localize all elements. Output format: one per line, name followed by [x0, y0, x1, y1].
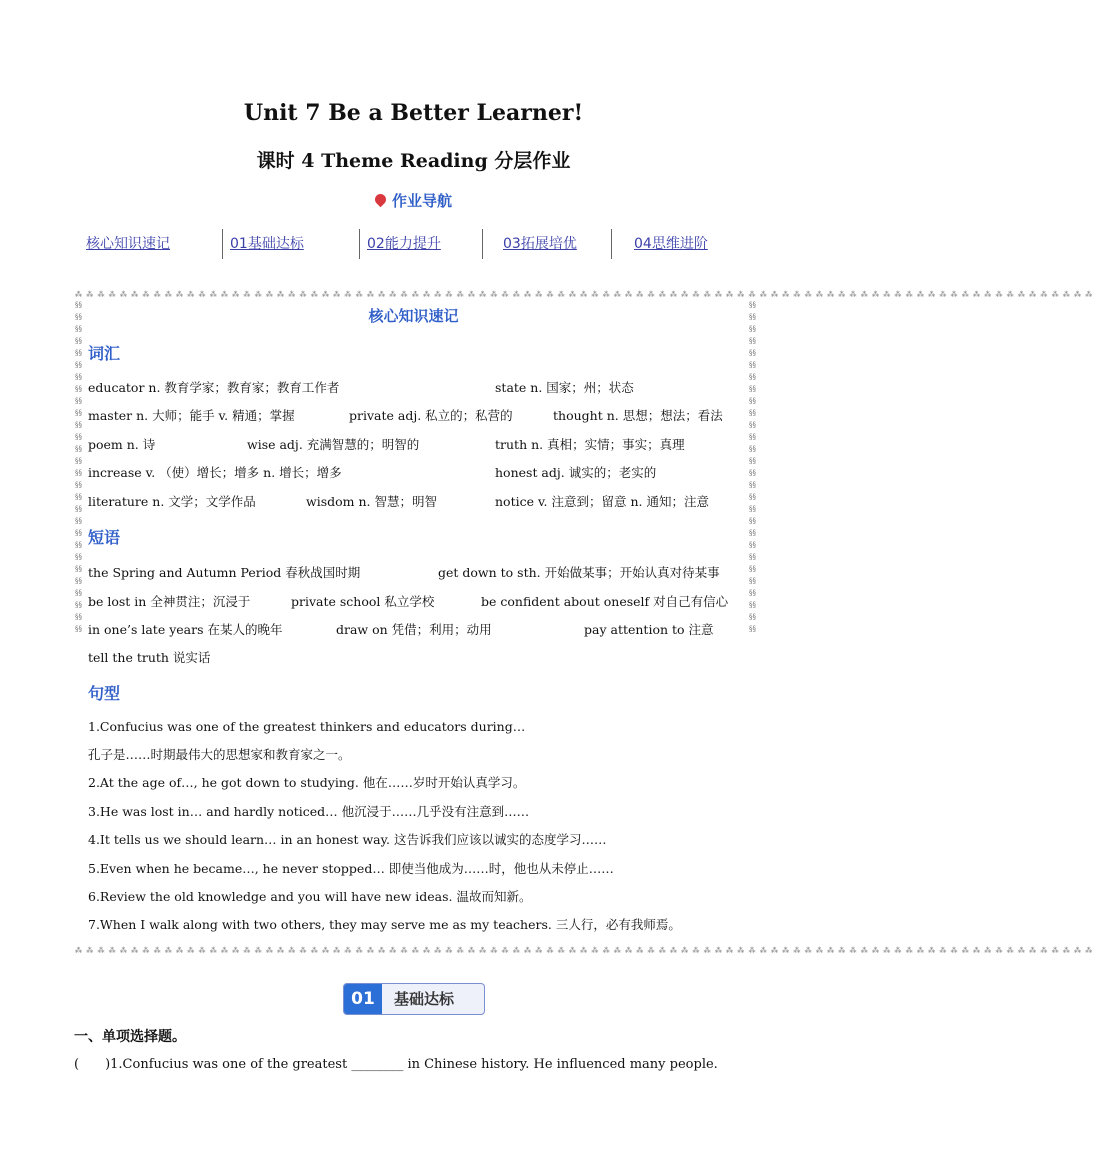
phrase-item: pay attention to 注意 — [584, 622, 714, 637]
nav-link-core-knowledge[interactable]: 核心知识速记 — [86, 236, 170, 252]
vocab-item: literature n. 文学；文学作品 — [88, 494, 256, 509]
sentence-heading: 句型 — [88, 684, 121, 703]
nav-link-02-ability[interactable]: 02能力提升 — [367, 236, 441, 252]
phrase-item: get down to sth. 开始做某事；开始认真对待某事 — [438, 565, 720, 580]
sentence-item: 5.Even when he became…, he never stopped… 即使当他成为……时，他也从未停止…… — [88, 861, 614, 876]
decorative-border-left: §§§§§§§§§§§§§§§§§§§§§§§§§§§§§§§§§§§§§§§§§§§§§§§§§§§§§§§§ — [75, 301, 82, 633]
phrase-heading: 短语 — [88, 528, 121, 547]
sentence-item: 4.It tells us we should learn… in an honest way. 这告诉我们应该以诚实的态度学习…… — [88, 832, 607, 847]
decorative-border-top: ⁂ ⁂ ⁂ ⁂ ⁂ ⁂ ⁂ ⁂ ⁂ ⁂ ⁂ ⁂ ⁂ ⁂ ⁂ ⁂ ⁂ ⁂ ⁂ ⁂ ⁂ ⁂ ⁂ ⁂ ⁂ ⁂ ⁂ ⁂ ⁂ ⁂ ⁂ ⁂ ⁂ ⁂ ⁂ ⁂ ⁂ ⁂ ⁂ ⁂ ⁂ ⁂ ⁂ ⁂ ⁂ ⁂ ⁂ ⁂ ⁂ ⁂ ⁂ ⁂ ⁂ ⁂ ⁂ ⁂ ⁂ ⁂ ⁂ ⁂ ⁂ ⁂ ⁂ ⁂ ⁂ ⁂ ⁂ ⁂ ⁂ ⁂ ⁂ ⁂ ⁂ ⁂ ⁂ ⁂ ⁂ ⁂ ⁂ ⁂ ⁂ ⁂ ⁂ ⁂ ⁂ ⁂ ⁂ ⁂ ⁂ ⁂ ⁂ — [75, 291, 1093, 299]
knowledge-box-title: 核心知识速记 — [368, 307, 459, 325]
vocab-item: wise adj. 充满智慧的；明智的 — [247, 437, 420, 452]
phrase-item: be lost in 全神贯注；沉浸于 — [88, 594, 251, 609]
vocab-item: state n. 国家；州；状态 — [495, 380, 634, 395]
vocab-item: master n. 大师；能手 v. 精通；掌握 — [88, 408, 295, 423]
document-subtitle: 课时 4 Theme Reading 分层作业 — [256, 150, 571, 172]
sentence-item: 2.At the age of…, he got down to studying. 他在……岁时开始认真学习。 — [88, 775, 526, 790]
section-01-badge — [343, 983, 485, 1015]
phrase-item: tell the truth 说实话 — [88, 650, 211, 665]
phrase-item: private school 私立学校 — [291, 594, 435, 609]
vocab-item: wisdom n. 智慧；明智 — [306, 494, 437, 509]
sentence-item: 6.Review the old knowledge and you will have new ideas. 温故而知新。 — [88, 889, 532, 904]
nav-heading-label: 作业导航 — [391, 192, 452, 210]
sentence-item: 3.He was lost in… and hardly noticed… 他沉浸于……几乎没有注意到…… — [88, 804, 530, 819]
section-label: 基础达标 — [394, 990, 455, 1008]
vocab-item: private adj. 私立的；私营的 — [349, 408, 513, 423]
nav-link-01-basic[interactable]: 01基础达标 — [230, 236, 304, 252]
nav-divider — [611, 229, 612, 259]
sentence-item: 孔子是……时期最伟大的思想家和教育家之一。 — [88, 747, 351, 762]
phrase-item: the Spring and Autumn Period 春秋战国时期 — [88, 565, 361, 580]
vocab-item: poem n. 诗 — [88, 437, 156, 452]
nav-divider — [359, 229, 360, 259]
nav-link-04-thinking[interactable]: 04思维进阶 — [634, 236, 708, 252]
question-1: ( )1.Confucius was one of the greatest ________ in Chinese history. He influenced many people. — [74, 1057, 718, 1072]
vocab-item: educator n. 教育学家；教育家；教育工作者 — [88, 380, 340, 395]
decorative-border-bottom: ⁂ ⁂ ⁂ ⁂ ⁂ ⁂ ⁂ ⁂ ⁂ ⁂ ⁂ ⁂ ⁂ ⁂ ⁂ ⁂ ⁂ ⁂ ⁂ ⁂ ⁂ ⁂ ⁂ ⁂ ⁂ ⁂ ⁂ ⁂ ⁂ ⁂ ⁂ ⁂ ⁂ ⁂ ⁂ ⁂ ⁂ ⁂ ⁂ ⁂ ⁂ ⁂ ⁂ ⁂ ⁂ ⁂ ⁂ ⁂ ⁂ ⁂ ⁂ ⁂ ⁂ ⁂ ⁂ ⁂ ⁂ ⁂ ⁂ ⁂ ⁂ ⁂ ⁂ ⁂ ⁂ ⁂ ⁂ ⁂ ⁂ ⁂ ⁂ ⁂ ⁂ ⁂ ⁂ ⁂ ⁂ ⁂ ⁂ ⁂ ⁂ ⁂ ⁂ ⁂ ⁂ ⁂ ⁂ ⁂ ⁂ ⁂ ⁂ — [75, 947, 1093, 955]
section-number: 01 — [344, 984, 382, 1014]
vocab-item: thought n. 思想；想法；看法 — [553, 408, 723, 423]
document-title: Unit 7 Be a Better Learner! — [243, 100, 584, 126]
location-pin-icon — [373, 192, 389, 208]
nav-divider — [482, 229, 483, 259]
decorative-border-right: §§§§§§§§§§§§§§§§§§§§§§§§§§§§§§§§§§§§§§§§§§§§§§§§§§§§§§§§ — [749, 301, 756, 633]
vocab-item: honest adj. 诚实的；老实的 — [495, 465, 657, 480]
phrase-item: be confident about oneself 对自己有信心 — [481, 594, 729, 609]
sentence-item: 1.Confucius was one of the greatest thinkers and educators during… — [88, 719, 526, 734]
sentence-item: 7.When I walk along with two others, they may serve me as my teachers. 三人行，必有我师焉。 — [88, 917, 681, 932]
vocab-heading: 词汇 — [88, 344, 121, 363]
nav-link-03-extension[interactable]: 03拓展培优 — [503, 236, 577, 252]
exercise-heading: 一、单项选择题。 — [74, 1029, 186, 1045]
vocab-item: increase v. （使）增长；增多 n. 增长；增多 — [88, 465, 342, 480]
nav-divider — [222, 229, 223, 259]
phrase-item: draw on 凭借；利用；动用 — [336, 622, 492, 637]
homework-navigation-heading — [0, 190, 827, 211]
phrase-item: in one’s late years 在某人的晚年 — [88, 622, 283, 637]
vocab-item: truth n. 真相；实情；事实；真理 — [495, 437, 685, 452]
vocab-item: notice v. 注意到；留意 n. 通知；注意 — [495, 494, 709, 509]
